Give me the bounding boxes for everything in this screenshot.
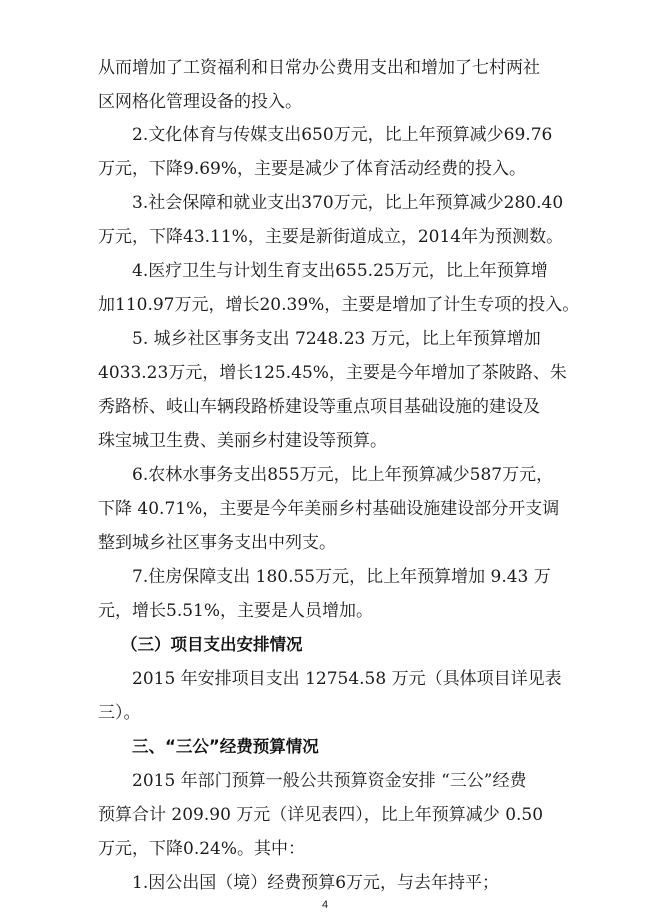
section-heading: 三、“三公”经费预算情况 — [132, 737, 319, 756]
body-line: 万元，下降9.69%，主要是减少了体育活动经费的投入。 — [98, 159, 527, 179]
body-line: 3.社会保障和就业支出370万元，比上年预算减少280.40 — [132, 193, 564, 213]
section-heading: （三）项目支出安排情况 — [121, 635, 303, 654]
body-line: 元，增长5.51%，主要是人员增加。 — [98, 601, 374, 621]
page-number: 4 — [321, 899, 329, 911]
body-line: 下降 40.71%，主要是今年美丽乡村基础设施建设部分开支调 — [98, 499, 560, 519]
body-line: 珠宝城卫生费、美丽乡村建设等预算。 — [98, 431, 387, 451]
body-line: 2015 年部门预算一般公共预算资金安排 “三公”经费 — [132, 771, 527, 791]
body-line: 4033.23万元，增长125.45%，主要是今年增加了茶陂路、朱 — [98, 363, 567, 383]
body-line: 区网格化管理设备的投入。 — [98, 92, 302, 112]
body-line: 万元，下降43.11%，主要是新街道成立，2014年为预测数。 — [98, 227, 564, 247]
body-line: 加110.97万元，增长20.39%，主要是增加了计生专项的投入。 — [98, 295, 580, 315]
body-line: 三）。 — [98, 703, 141, 723]
body-line: 1.因公出国（境）经费预算6万元，与去年持平； — [132, 873, 500, 893]
body-line: 6.农林水事务支出855万元，比上年预算减少587万元， — [132, 465, 554, 485]
body-line: 7.住房保障支出 180.55万元，比上年预算增加 9.43 万 — [132, 567, 551, 587]
body-line: 整到城乡社区事务支出中列支。 — [98, 533, 336, 553]
body-line: 预算合计 209.90 万元（详见表四），比上年预算减少 0.50 — [98, 805, 544, 825]
body-line: 2.文化体育与传媒支出650万元，比上年预算减少69.76 — [132, 125, 553, 145]
body-line: 4.医疗卫生与计划生育支出655.25万元，比上年预算增 — [132, 261, 548, 281]
body-line: 万元，下降0.24%。其中： — [98, 839, 306, 859]
body-line: 5. 城乡社区事务支出 7248.23 万元，比上年预算增加 — [132, 329, 541, 349]
body-line: 秀路桥、岐山车辆段路桥建设等重点项目基础设施的建设及 — [98, 397, 540, 417]
body-line: 2015 年安排项目支出 12754.58 万元（具体项目详见表 — [132, 669, 562, 689]
body-line: 从而增加了工资福利和日常办公费用支出和增加了七村两社 — [98, 58, 540, 78]
